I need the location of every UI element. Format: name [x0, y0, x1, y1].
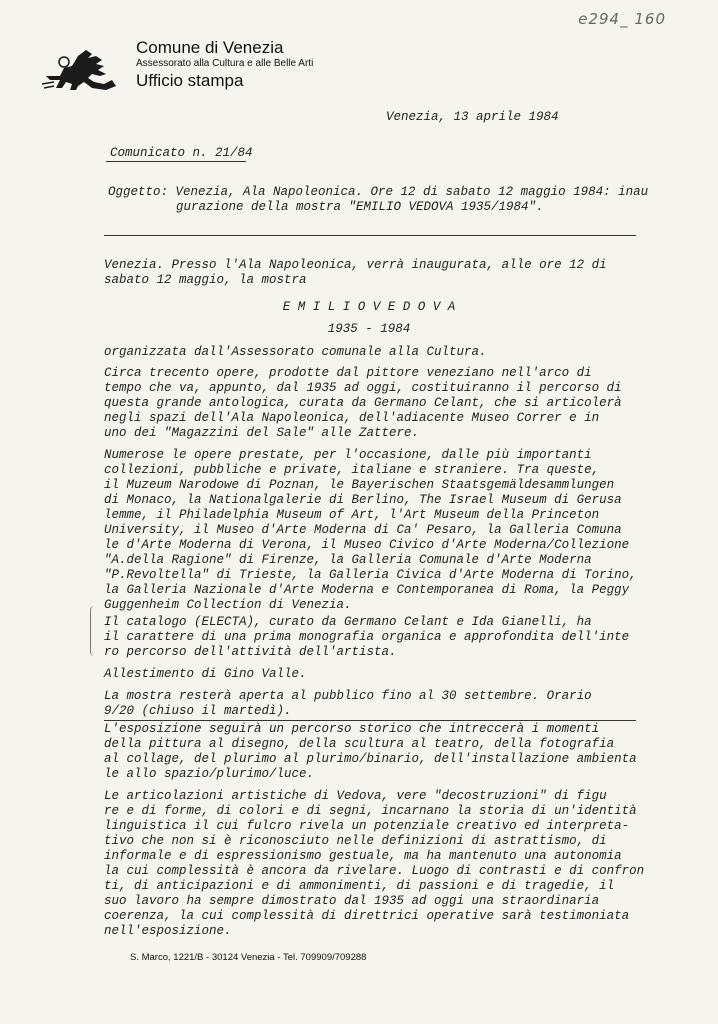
para1-line: negli spazi dell'Ala Napoleonica, dell'adiacente Museo Correr e in — [104, 411, 600, 425]
para2-line: di Monaco, la Nationalgalerie di Berlino, The Israel Museum di Gerusa — [104, 493, 622, 507]
para2-line: il Muzeum Narodowe di Poznan, le Bayerischen Staatsgemäldesammlungen — [104, 478, 615, 492]
margin-bracket-mark — [90, 606, 99, 656]
para2-line: Numerose le opere prestate, per l'occasione, dalle più importanti — [104, 448, 592, 462]
letterhead-department: Assessorato alla Cultura e alle Belle Arti — [136, 58, 314, 69]
para6-line: informale e di espressionismo gestuale, ma ha mantenuto una autonomia — [104, 849, 622, 863]
para1-line: questa grande antologica, curata da Germano Celant, che si articolerà — [104, 396, 622, 410]
para2-line: "A.della Ragione" di Firenze, la Galleria Comunale d'Arte Moderna — [104, 553, 592, 567]
para2-line: le d'Arte Moderna di Verona, il Museo Civico d'Arte Moderna/Collezione — [104, 538, 630, 552]
para5-line: le allo spazio/plurimo/luce. — [104, 767, 315, 781]
para2-line: "P.Revoltella" di Trieste, la Galleria Civica d'Arte Moderna di Torino, — [104, 568, 637, 582]
para5-line: L'esposizione seguirà un percorso storico che intreccerà i momenti — [104, 722, 600, 736]
para1-line: uno dei "Magazzini del Sale" alle Zattere. — [104, 426, 420, 440]
para6-line: linguistica il cui fulcro rivela un potenziale creativo ed interpreta- — [104, 819, 630, 833]
para2-line: la Galleria Nazionale d'Arte Moderna e Contemporanea di Roma, la Peggy — [104, 583, 630, 597]
organized-by: organizzata dall'Assessorato comunale alla Cultura. — [104, 345, 487, 359]
para2-line: collezioni, pubbliche e private, italiane e straniere. Tra queste, — [104, 463, 600, 477]
para2-line: University, il Museo d'Arte Moderna di Ca' Pesaro, la Galleria Comuna — [104, 523, 622, 537]
para3-line: Il catalogo (ELECTA), curato da Germano Celant e Ida Gianelli, ha — [104, 615, 592, 629]
para5-line: della pittura al disegno, della scultura al teatro, della fotografia — [104, 737, 615, 751]
para1-line: tempo che va, appunto, dal 1935 ad oggi, costituiranno il percorso di — [104, 381, 622, 395]
intro-line-1: Venezia. Presso l'Ala Napoleonica, verrà inaugurata, alle ore 12 di — [104, 258, 607, 272]
para2-line: Guggenheim Collection di Venezia. — [104, 598, 352, 612]
para6-line: coerenza, la cui complessità di direttrici operative sarà testimoniata — [104, 909, 630, 923]
letterhead-org: Comune di Venezia — [136, 38, 284, 57]
subject-line-1: Oggetto: Venezia, Ala Napoleonica. Ore 12 di sabato 12 maggio 1984: inau — [108, 185, 649, 199]
para1-line: Circa trecento opere, prodotte dal pittore veneziano nell'arco di — [104, 366, 592, 380]
para6-line: re e di forme, di colori e di segni, incarnano la storia di un'identità — [104, 804, 637, 818]
para6-line: Le articolazioni artistiche di Vedova, vere "decostruzioni" di figu — [104, 789, 607, 803]
allestimento: Allestimento di Gino Valle. — [104, 667, 307, 681]
exhibition-title: E M I L I O V E D O V A — [282, 300, 456, 314]
para6-line: tivo che non si è riconosciuto nelle definizioni di astrattismo, di — [104, 834, 607, 848]
archive-note: e294_ 160 — [578, 10, 666, 28]
footer-address: S. Marco, 1221/B - 30124 Venezia - Tel. 709909/709288 — [130, 952, 367, 963]
para2-line: lemme, il Philadelphia Museum of Art, l'Art Museum della Princeton — [104, 508, 600, 522]
comunicato-underline — [106, 161, 246, 162]
para6-line: nell'esposizione. — [104, 924, 232, 938]
section-divider — [104, 235, 636, 236]
para6-line: ti, di anticipazioni e di ammonimenti, di passioni e di tragedie, il — [104, 879, 615, 893]
para6-line: suo lavoro ha sempre dimostrato dal 1935 ad oggi una straordinaria — [104, 894, 600, 908]
para6-line: la cui complessità è ancora da rivelare. Luogo di contrasti e di confron — [104, 864, 645, 878]
para4-line: 9/20 (chiuso il martedì). — [104, 704, 292, 718]
subject-line-2: gurazione della mostra "EMILIO VEDOVA 1935/1984". — [176, 200, 544, 214]
para5-line: al collage, del plurimo al plurimo/binario, dell'installazione ambienta — [104, 752, 637, 766]
para3-line: il carattere di una prima monografia organica e approfondita dell'inte — [104, 630, 630, 644]
lion-of-saint-mark-logo — [42, 46, 120, 92]
intro-line-2: sabato 12 maggio, la mostra — [104, 273, 307, 287]
letterhead-office: Ufficio stampa — [136, 71, 244, 90]
exhibition-years: 1935 - 1984 — [327, 322, 411, 336]
para3-line: ro percorso dell'attività dell'artista. — [104, 645, 397, 659]
document-date: Venezia, 13 aprile 1984 — [386, 110, 559, 124]
paste-divider — [104, 720, 636, 721]
letterhead — [136, 38, 313, 91]
para4-line: La mostra resterà aperta al pubblico fino al 30 settembre. Orario — [104, 689, 592, 703]
comunicato-number: Comunicato n. 21/84 — [110, 146, 253, 160]
